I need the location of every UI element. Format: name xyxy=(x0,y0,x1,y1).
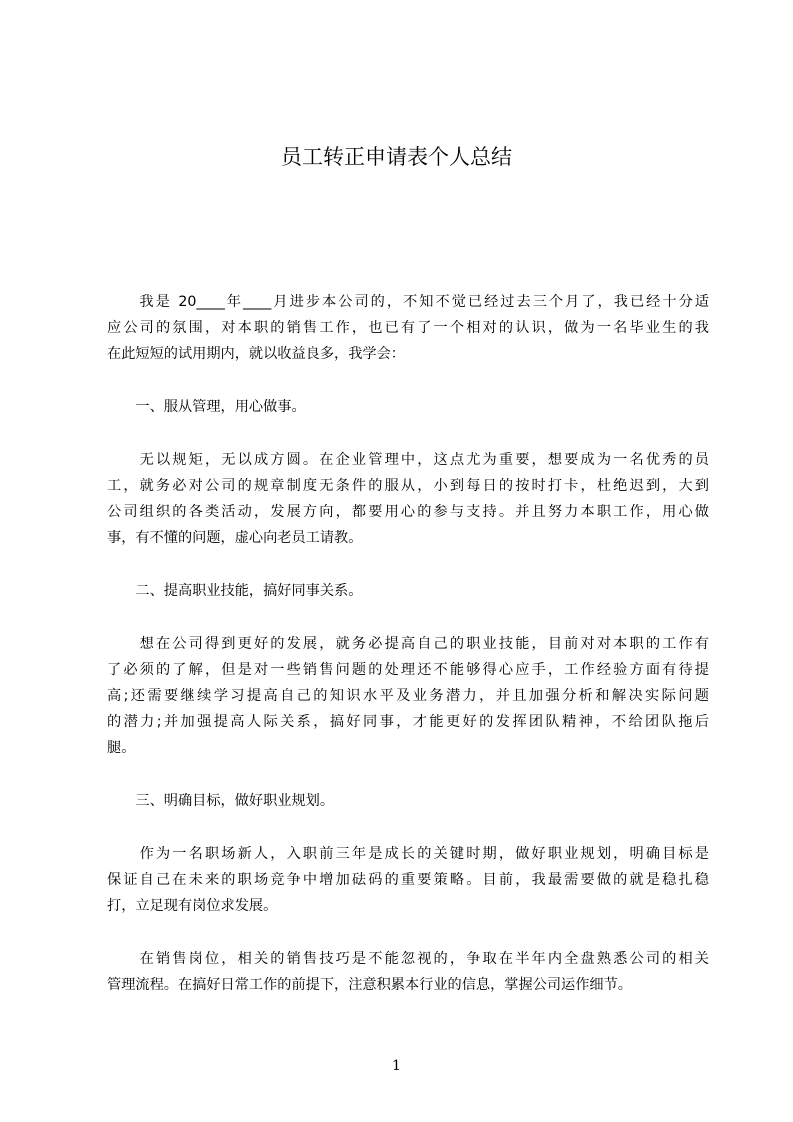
paragraph-gap xyxy=(107,551,709,578)
text-line: 了必须的了解，但是对一些销售问题的处理还不能够得心应手，工作经验方面有待提 xyxy=(107,662,709,678)
paragraph-gap xyxy=(107,814,709,841)
paragraph xyxy=(107,447,709,551)
text-line: 公司组织的各类活动，发展方向，都要用心的参与支持。并且努力本职工作，用心做 xyxy=(107,504,709,520)
text-line: 打，立足现有岗位求发展。 xyxy=(107,898,278,914)
text-line: 事，有不懂的问题，虚心向老员工请教。 xyxy=(107,530,363,546)
text-line: 在此短短的试用期内，就以收益良多，我学会： xyxy=(107,346,405,362)
text-line: 的潜力;并加强提高人际关系，搞好同事，才能更好的发挥团队精神，不给团队拖后 xyxy=(107,714,709,730)
text-line: 三、明确目标，做好职业规划。 xyxy=(107,793,335,809)
paragraph xyxy=(107,578,709,604)
text-line: 二、提高职业技能，搞好同事关系。 xyxy=(107,583,363,599)
text-line: 我是 20____年____月进步本公司的，不知不觉已经过去三个月了，我已经十分适 xyxy=(107,294,709,310)
text-line: 腿。 xyxy=(107,740,136,756)
paragraph-gap xyxy=(107,604,709,631)
document-title: 员工转正申请表个人总结 xyxy=(281,145,512,169)
text-line: 高;还需要继续学习提高自己的知识水平及业务潜力，并且加强分析和解决实际问题 xyxy=(107,688,709,704)
paragraph xyxy=(107,394,709,420)
page-number: 1 xyxy=(392,1058,401,1074)
text-line: 保证自己在未来的职场竞争中增加砝码的重要策略。目前，我最需要做的就是稳扎稳 xyxy=(107,872,709,888)
paragraph-gap xyxy=(107,420,709,447)
text-line: 一、服从管理，用心做事。 xyxy=(107,399,306,415)
paragraph-gap xyxy=(107,761,709,788)
text-line: 管理流程。在搞好日常工作的前提下，注意积累本行业的信息，掌握公司运作细节。 xyxy=(107,977,632,993)
text-line: 工，就务必对公司的规章制度无条件的服从，小到每日的按时打卡，杜绝迟到，大到 xyxy=(107,478,709,494)
paragraph xyxy=(107,289,709,367)
paragraph xyxy=(107,631,709,761)
text-line: 在销售岗位，相关的销售技巧是不能忽视的，争取在半年内全盘熟悉公司的相关 xyxy=(107,951,709,967)
text-line: 想在公司得到更好的发展，就务必提高自己的职业技能，目前对对本职的工作有 xyxy=(107,636,709,652)
document-body xyxy=(107,289,709,998)
paragraph-gap xyxy=(107,919,709,946)
text-line: 作为一名职场新人，入职前三年是成长的关键时期，做好职业规划，明确目标是 xyxy=(107,846,709,862)
text-line: 应公司的氛围，对本职的销售工作，也已有了一个相对的认识，做为一名毕业生的我 xyxy=(107,320,709,336)
paragraph xyxy=(107,946,709,998)
text-line: 无以规矩，无以成方圆。在企业管理中，这点尤为重要，想要成为一名优秀的员 xyxy=(107,452,709,468)
paragraph-gap xyxy=(107,367,709,394)
paragraph xyxy=(107,788,709,814)
paragraph xyxy=(107,841,709,919)
